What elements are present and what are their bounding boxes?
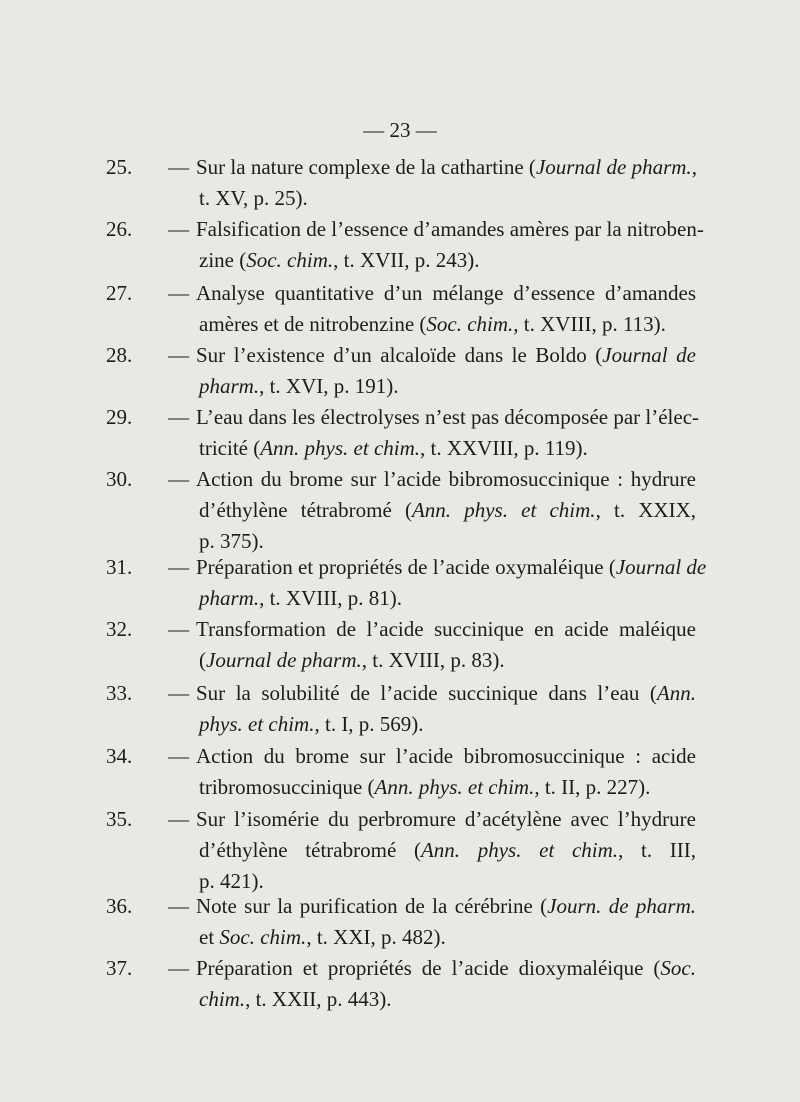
entry-dash: — (168, 807, 189, 831)
entry-first-line (106, 956, 696, 982)
entry-continuation-line (199, 648, 696, 674)
entry-number: 33. (106, 681, 133, 705)
citation-italic: Journ. de pharm. (547, 894, 696, 918)
entry-number: 25. (106, 155, 133, 179)
entry-continuation-line (199, 586, 696, 612)
entry-continuation-line (199, 925, 696, 951)
entry-dash: — (168, 555, 189, 579)
entry-number: 26. (106, 217, 133, 241)
entry-dash: — (168, 405, 189, 429)
entry-text (196, 807, 696, 831)
entry-continuation-line (199, 838, 696, 864)
entry-first-line (106, 217, 704, 243)
citation-italic: Soc. chim. (426, 312, 514, 336)
entry-first-line (106, 555, 707, 581)
entry-dash: — (168, 681, 189, 705)
entry-number: 27. (106, 281, 133, 305)
entry-text-segment: , t. III, (618, 838, 696, 862)
citation-italic: Journal de (615, 555, 707, 579)
entry-dash: — (168, 744, 189, 768)
citation-italic: Soc. chim. (246, 248, 334, 272)
entry-text (196, 744, 696, 768)
entry-number: 32. (106, 617, 133, 641)
citation-italic: Journal de pharm. (206, 648, 362, 672)
entry-continuation-line (199, 436, 696, 462)
entry-text-segment: tricité ( (199, 436, 261, 460)
citation-italic: Ann. phys. et chim. (260, 436, 421, 460)
entry-number: 29. (106, 405, 133, 429)
entry-text-segment: , t. XXVIII, p. 119). (420, 436, 588, 460)
entry-text (196, 617, 696, 641)
entry-number: 30. (106, 467, 133, 491)
entry-text-segment: zine ( (199, 248, 247, 272)
entry-number: 31. (106, 555, 133, 579)
entry-dash: — (168, 956, 189, 980)
entry-dash: — (168, 217, 189, 241)
entry-continuation-line (199, 374, 696, 400)
entry-text-segment: d’éthylène tétrabromé ( (199, 838, 421, 862)
entry-dash: — (168, 281, 189, 305)
entry-continuation-line (199, 498, 696, 524)
entry-text (196, 555, 707, 579)
entry-text-segment: Note sur la purification de la cérébrine ( (196, 894, 548, 918)
entry-text (196, 894, 696, 918)
entry-text-segment: Sur la solubilité de l’acide succinique dans l’eau ( (196, 681, 657, 705)
entry-text-segment: Préparation et propriétés de l’acide oxymaléique ( (196, 555, 616, 579)
entry-text-segment: et (199, 925, 220, 949)
citation-italic: pharm. (199, 374, 260, 398)
entry-first-line (106, 681, 696, 707)
entry-text (196, 467, 696, 491)
entry-text-segment: , t. XVIII, p. 83). (361, 648, 505, 672)
entry-continuation-line (199, 248, 696, 274)
citation-italic: phys. et chim. (199, 712, 315, 736)
entry-text-segment: ( (199, 648, 206, 672)
entry-continuation-line (199, 712, 696, 738)
entry-text (196, 343, 696, 367)
entry-first-line (106, 744, 696, 770)
citation-italic: Soc. chim. (219, 925, 307, 949)
entry-first-line (106, 807, 696, 833)
citation-italic: Soc. (660, 956, 696, 980)
entry-text-segment: amères et de nitrobenzine ( (199, 312, 427, 336)
entry-first-line (106, 617, 696, 643)
entry-first-line (106, 894, 696, 920)
entry-text-segment: p. 421). (199, 869, 264, 893)
entry-continuation-line (199, 186, 696, 212)
entry-text (196, 217, 704, 241)
entry-continuation-line (199, 312, 696, 338)
entry-text (196, 956, 696, 980)
entry-continuation-line (199, 529, 696, 555)
entry-number: 28. (106, 343, 133, 367)
entry-first-line (106, 343, 696, 369)
entry-number: 37. (106, 956, 133, 980)
entry-continuation-line (199, 869, 696, 895)
citation-italic: chim. (199, 987, 246, 1011)
entry-text-segment: Sur l’isomérie du perbromure d’acétylène avec l’hydrure (196, 807, 696, 831)
entry-dash: — (168, 155, 189, 179)
entry-text-segment: Action du brome sur l’acide bibromosuccinique : hydrure (196, 467, 696, 491)
entry-text-segment: , (691, 155, 697, 179)
entry-dash: — (168, 343, 189, 367)
entry-text-segment: , t. XVIII, p. 113). (513, 312, 666, 336)
entry-text-segment: , t. XVIII, p. 81). (259, 586, 402, 610)
entry-dash: — (168, 617, 189, 641)
entry-number: 34. (106, 744, 133, 768)
entry-text-segment: Falsification de l’essence d’amandes amères par la nitroben- (196, 217, 704, 241)
entry-dash: — (168, 467, 189, 491)
entry-first-line (106, 155, 696, 181)
entry-text-segment: tribromosuccinique ( (199, 775, 375, 799)
entry-text-segment: Transformation de l’acide succinique en acide maléique (196, 617, 696, 641)
entry-text-segment: Sur la nature complexe de la cathartine ( (196, 155, 536, 179)
entry-number: 36. (106, 894, 133, 918)
entry-text-segment: , t. I, p. 569). (314, 712, 424, 736)
entry-text-segment: Sur l’existence d’un alcaloïde dans le Boldo ( (196, 343, 603, 367)
entry-text-segment: Préparation et propriétés de l’acide dioxymaléique ( (196, 956, 661, 980)
citation-italic: pharm. (199, 586, 260, 610)
entry-text-segment: , t. XXI, p. 482). (306, 925, 446, 949)
entry-dash: — (168, 894, 189, 918)
entry-text-segment: Action du brome sur l’acide bibromosuccinique : acide (196, 744, 696, 768)
entry-number: 35. (106, 807, 133, 831)
citation-italic: Ann. phys. et chim. (420, 838, 619, 862)
entry-text-segment: L’eau dans les électrolyses n’est pas décomposée par l’élec- (196, 405, 700, 429)
entry-text-segment: t. XV, p. 25). (199, 186, 308, 210)
entry-text-segment: d’éthylène tétrabromé ( (199, 498, 412, 522)
entry-first-line (106, 405, 700, 431)
entry-continuation-line (199, 987, 696, 1013)
entry-text-segment: , t. XXIX, (595, 498, 697, 522)
entry-first-line (106, 281, 696, 307)
citation-italic: Ann. phys. et chim. (411, 498, 596, 522)
entry-text-segment: , t. XVI, p. 191). (259, 374, 399, 398)
entry-text-segment: , t. XVII, p. 243). (333, 248, 480, 272)
citation-italic: Journal de (602, 343, 697, 367)
entry-first-line (106, 467, 696, 493)
entry-text (196, 155, 696, 179)
citation-italic: Ann. phys. et chim. (374, 775, 535, 799)
entry-text (196, 281, 696, 305)
entry-text-segment: , t. XXII, p. 443). (245, 987, 392, 1011)
entry-text (196, 681, 696, 705)
entry-continuation-line (199, 775, 696, 801)
citation-italic: Journal de pharm. (535, 155, 692, 179)
entry-text-segment: Analyse quantitative d’un mélange d’essence d’amandes (196, 281, 696, 305)
entry-text-segment: p. 375). (199, 529, 264, 553)
citation-italic: Ann. (656, 681, 696, 705)
entry-text-segment: , t. II, p. 227). (534, 775, 651, 799)
entry-text (196, 405, 700, 429)
page-number: — 23 — (363, 118, 437, 142)
